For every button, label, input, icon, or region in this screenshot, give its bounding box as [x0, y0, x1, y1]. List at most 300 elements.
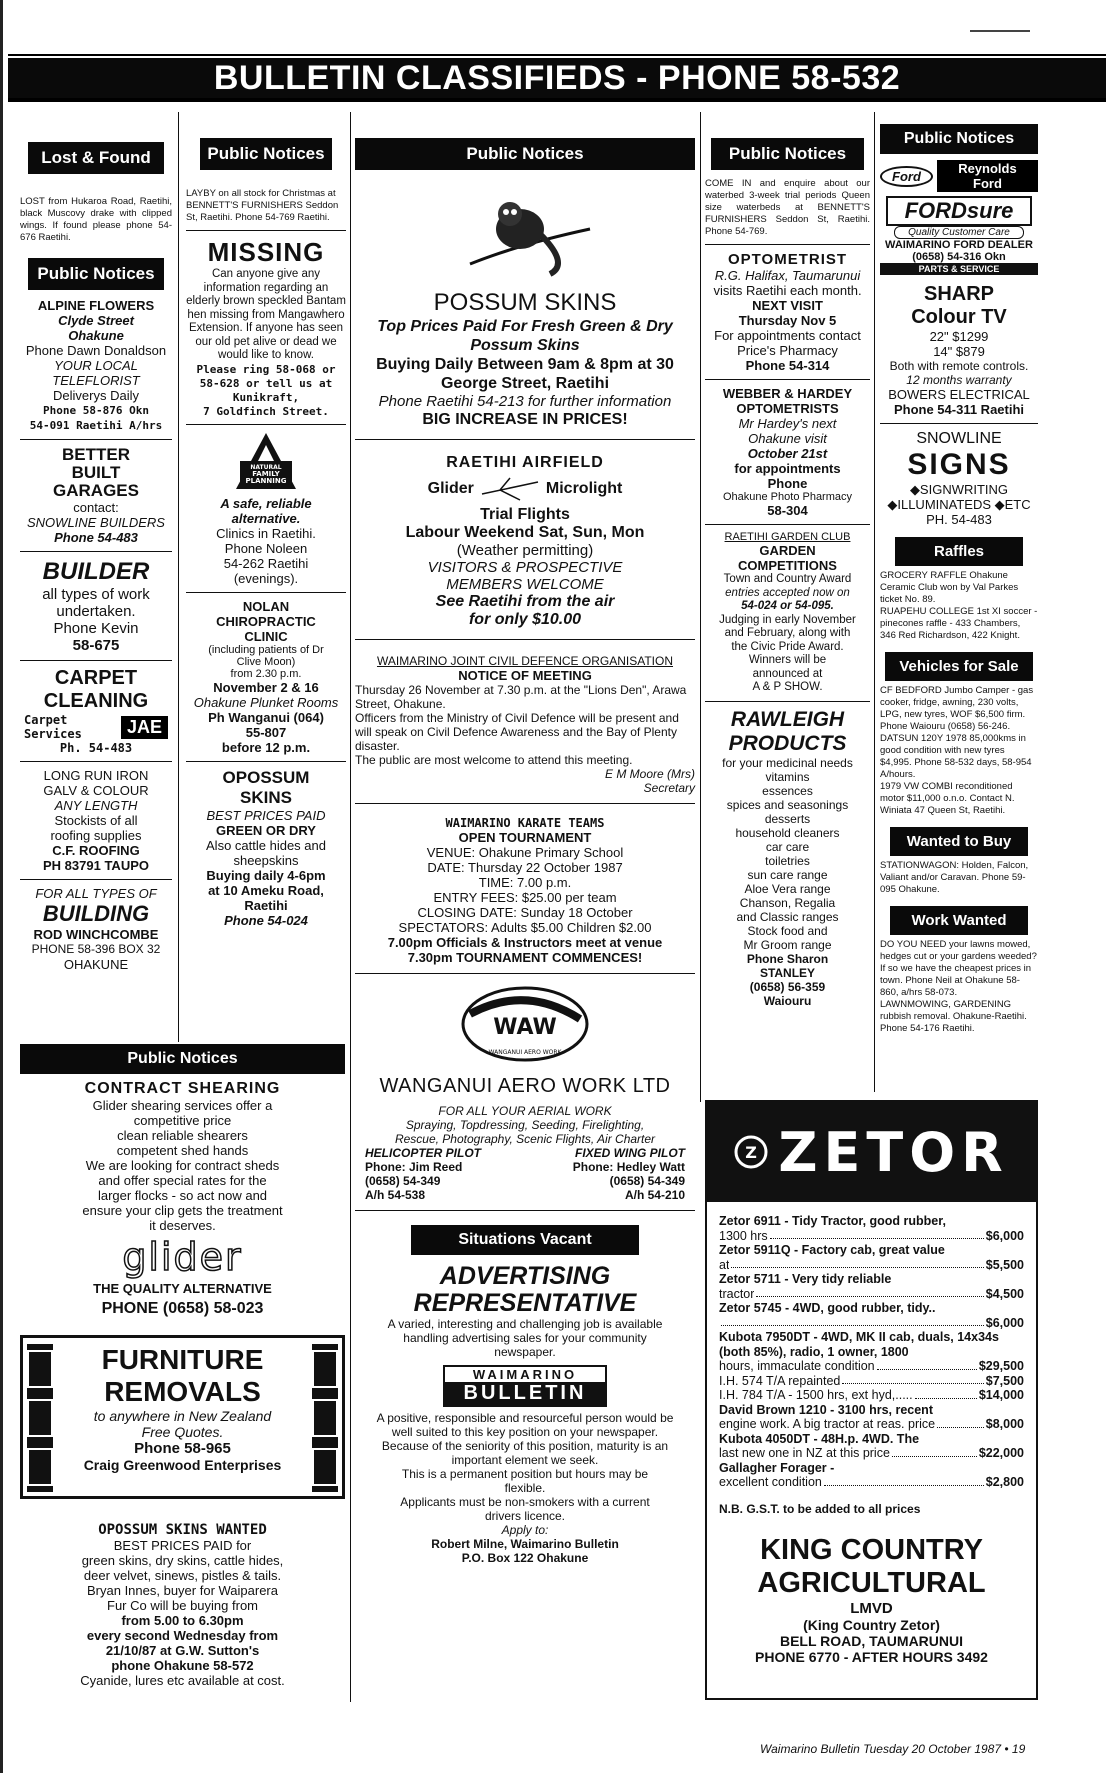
building-phone: PHONE 58-396 BOX 32	[31, 942, 161, 956]
chiro-dates: November 2 & 16	[213, 679, 319, 695]
ford-dealer-name: Reynolds Ford	[937, 160, 1038, 192]
zetor-item	[719, 1403, 1024, 1432]
zetor-item-desc: Kubota 4050DT - 48H.p. 4WD. The	[719, 1431, 920, 1446]
truck-strip-left	[27, 1344, 53, 1492]
karate-ad	[355, 816, 695, 965]
florist-title: ALPINE FLOWERS	[37, 298, 155, 313]
zetor-item	[719, 1243, 1024, 1272]
builder-line2: undertaken.	[56, 603, 136, 620]
building-town: OHAKUNE	[63, 957, 129, 972]
webber-line6: Ohakune Photo Pharmacy	[722, 491, 853, 503]
leader-dots	[731, 1258, 983, 1269]
svg-text:WAW: WAW	[493, 1015, 557, 1040]
vehicle-2: DATSUN 120Y 1978 85,000kms in good condition with new tyres $4,995. Phone 58-532 days, 58-954 A/hours.	[880, 733, 1032, 780]
opossum-title2: SKINS	[240, 787, 292, 807]
builder-title: BUILDER	[42, 558, 150, 585]
zetor-item	[719, 1301, 1024, 1330]
signs-line1: ◆SIGNWRITING	[909, 482, 1009, 497]
florist-tag1: YOUR LOCAL	[54, 358, 138, 373]
opt-line4: Thursday Nov 5	[738, 313, 837, 328]
florist-phone1: Phone 58-876 Okn	[43, 404, 149, 417]
leader-dots	[892, 1446, 977, 1457]
builder-line3: Phone Kevin	[53, 620, 139, 637]
zetor-banner	[707, 1102, 1036, 1202]
iron-line2: GALV & COLOUR	[43, 783, 149, 798]
rawleigh-line1: for your medicinal needs	[722, 755, 853, 770]
removals-ad	[20, 1335, 345, 1499]
garden-line2: COMPETITIONS	[738, 558, 837, 573]
zetor-item	[719, 1272, 1024, 1301]
raffle-2: RUAPEHU COLLEGE 1st XI soccer - pinecones raffle - 433 Chambers, 346 Red Richardson, 422 Knight.	[880, 606, 1038, 641]
leader-dots	[937, 1417, 984, 1428]
zetor-item-desc: Gallagher Forager -	[719, 1460, 835, 1475]
layby-ad: LAYBY on all stock for Christmas at BENNETT'S FURNISHERS Seddon St, Raetihi. Phone 54-769 Raetihi.	[186, 188, 339, 223]
aero-title: WANGANUI AERO WORK LTD	[379, 1075, 671, 1097]
advertising-rep-ad	[355, 1263, 695, 1565]
garden-line11: A & P SHOW.	[752, 681, 823, 693]
fordsure-logo: FORDsure	[886, 196, 1032, 226]
webber-phone: 58-304	[767, 503, 808, 518]
opt-line2: visits Raetihi each month.	[713, 283, 862, 298]
iron-phone: PH 83791 TAUPO	[43, 858, 149, 873]
garden-line9: Winners will be	[748, 654, 827, 666]
possum-line3: Phone Raetihi 54-213 for further information	[378, 393, 672, 410]
webber-title1: WEBBER & HARDEY	[722, 386, 853, 401]
zetor-item-desc2: engine work. A big tractor at reas. price	[719, 1417, 936, 1431]
florist-ad	[20, 298, 172, 433]
skins-wanted-line2: green skins, dry skins, cattle hides,	[81, 1553, 284, 1568]
family-line1: A safe, reliable	[220, 495, 312, 511]
chiro-phone2: 55-807	[245, 724, 287, 740]
rawleigh-line11: Chanson, Regalia	[739, 895, 836, 910]
carpet-title2: CLEANING	[43, 690, 149, 712]
rawleigh-line6: household cleaners	[735, 825, 840, 840]
webber-line4: for appointments	[734, 461, 841, 476]
dealer-line5: BELL ROAD, TAUMARUNUI	[779, 1633, 964, 1649]
zetor-item-desc2: 1300 hrs	[719, 1228, 768, 1243]
raffles-header: Raffles	[895, 537, 1023, 566]
family-line5: 54-262 Raetihi	[223, 555, 309, 571]
family-line4: Phone Noleen	[224, 540, 308, 556]
building-name: ROD WINCHCOMBE	[33, 927, 159, 942]
skins-wanted-line5: Fur Co will be buying from	[107, 1598, 258, 1613]
public-notices-header-3: Public Notices	[355, 138, 695, 170]
civil-signature: E M Moore (Mrs)	[605, 767, 695, 781]
rawleigh-title1: RAWLEIGH	[730, 707, 845, 731]
garden-line6: Judging in early November	[719, 613, 856, 626]
zetor-item-desc2: last new one in NZ at this price	[719, 1446, 890, 1460]
zetor-item	[719, 1388, 1024, 1403]
shearing-line3: clean reliable shearers	[117, 1128, 248, 1143]
iron-line5: roofing supplies	[50, 828, 142, 843]
zetor-gst: N.B. G.S.T. to be added to all prices	[719, 1501, 921, 1516]
glider-logo: glider	[122, 1235, 243, 1279]
opt-line6: Price's Pharmacy	[737, 343, 838, 358]
leader-dots	[824, 1475, 984, 1486]
zetor-list	[707, 1202, 1036, 1516]
zetor-logo-icon	[734, 1135, 768, 1169]
garages-contact: contact:	[73, 500, 119, 515]
sharp-subtitle: Colour TV	[911, 306, 1007, 328]
carpet-ad	[20, 667, 172, 755]
sharp-line2: 12 months warranty	[906, 373, 1012, 387]
rawleigh-line2: vitamins	[765, 769, 810, 784]
airfield-line1: Trial Flights	[480, 506, 570, 523]
possum-title: POSSUM SKINS	[433, 289, 617, 316]
zetor-item-desc2: tractor	[719, 1286, 755, 1301]
zetor-item-desc: Zetor 6911 - Tidy Tractor, good rubber,	[719, 1214, 946, 1228]
florist-town: Ohakune	[68, 328, 124, 343]
column-4	[705, 138, 870, 1008]
rawleigh-line3: essences	[762, 783, 813, 798]
sharp-price2: 14" $879	[933, 344, 985, 359]
work-ad-1: DO YOU NEED your lawns mowed, hedges cut or your gardens weeded? If so we have the cheapest prices in town. Phone Neil at Ohakune 58-860, a/hrs 58-073.	[880, 939, 1037, 998]
dealer-line4: (King Country Zetor)	[803, 1617, 940, 1633]
garages-phone: Phone 54-483	[54, 530, 138, 545]
civil-line2: Officers from the Ministry of Civil Defence will be present and will speak on Civil Defence Awareness and the Bay of Plenty disaster.	[355, 711, 679, 753]
zetor-item-desc: Zetor 5911Q - Factory cab, great value	[719, 1243, 945, 1257]
family-line3: Clinics in Raetihi.	[216, 525, 316, 541]
advert-contact: Robert Milne, Waimarino Bulletin	[431, 1537, 619, 1551]
signs-title1: SNOWLINE	[916, 430, 1002, 447]
shearing-section	[20, 1044, 345, 1318]
leader-dots	[915, 1388, 977, 1399]
builder-phone: 58-675	[72, 637, 120, 654]
garden-club-ad	[705, 531, 870, 695]
family-planning-logo-icon	[234, 431, 298, 491]
builder-ad	[20, 558, 172, 654]
zetor-item-price: $29,500	[978, 1359, 1024, 1373]
civil-org: WAIMARINO JOINT CIVIL DEFENCE ORGANISATION	[376, 654, 674, 668]
svg-text:WANGANUI AERO WORK: WANGANUI AERO WORK	[488, 1049, 562, 1056]
public-notices-header-2: Public Notices	[200, 138, 332, 170]
removals-line2: Free Quotes.	[141, 1424, 224, 1440]
truck-icon	[312, 1448, 338, 1486]
florist-delivery: Deliverys Daily	[53, 388, 139, 403]
zetor-item-price: $4,500	[985, 1286, 1024, 1301]
family-line6: (evenings).	[233, 570, 299, 586]
carpet-phone: Ph. 54-483	[59, 741, 133, 755]
aero-heli-ah: A/h 54-538	[365, 1188, 426, 1202]
svg-text:FAMILY: FAMILY	[252, 469, 280, 478]
opossum-line2: GREEN OR DRY	[216, 822, 316, 838]
airfield-line6: See Raetihi from the air	[435, 593, 615, 610]
garden-line1: GARDEN	[759, 543, 816, 558]
shearing-line8: ensure your clip gets the treatment	[82, 1203, 283, 1218]
truck-icon	[312, 1399, 338, 1437]
aero-line3: Rescue, Photography, Scenic Flights, Air Charter	[394, 1132, 656, 1146]
lost-found-header: Lost & Found	[28, 142, 164, 174]
zetor-item	[719, 1330, 1024, 1374]
rawleigh-line9: sun care range	[747, 867, 828, 882]
webber-line1: Mr Hardey's next	[738, 416, 837, 431]
signs-ad	[880, 430, 1038, 527]
divider	[874, 112, 875, 1092]
dealer-line2: AGRICULTURAL	[757, 1567, 986, 1599]
divider	[700, 112, 701, 1102]
florist-phone2: 54-091 Raetihi A/hrs	[29, 419, 163, 432]
webber-line2: Ohakune visit	[748, 431, 827, 446]
garden-line7: and February, along with	[724, 627, 851, 639]
zetor-item-price: $14,000	[978, 1388, 1024, 1402]
aero-heli-contact: Phone: Jim Reed	[365, 1160, 463, 1174]
skins-wanted-title: OPOSSUM SKINS WANTED	[98, 1522, 267, 1538]
rawleigh-line8: toiletries	[765, 853, 810, 868]
airfield-ad	[355, 454, 695, 629]
iron-ad	[20, 768, 172, 873]
zetor-ad	[705, 1100, 1038, 1700]
skins-wanted-line10: Cyanide, lures etc available at cost.	[80, 1673, 285, 1688]
zetor-item-desc: David Brown 1210 - 3100 hrs, recent	[719, 1402, 933, 1417]
signs-line2: ◆ILLUMINATEDS ◆ETC	[887, 497, 1031, 512]
iron-line3: ANY LENGTH	[54, 798, 138, 813]
possum-illustration-icon	[450, 174, 600, 284]
karate-line1: OPEN TOURNAMENT	[458, 830, 592, 845]
advert-line4: This is a permanent position but hours may be flexible.	[401, 1467, 649, 1495]
wanted-header: Wanted to Buy	[890, 827, 1028, 856]
building-ad	[20, 886, 172, 972]
karate-line7: SPECTATORS: Adults $5.00 Children $2.00	[398, 920, 652, 935]
divider	[178, 112, 179, 1042]
dealer-line3: LMVD	[850, 1600, 893, 1617]
sharp-phone: Phone 54-311 Raetihi	[893, 402, 1025, 417]
airfield-line2: Labour Weekend Sat, Sun, Mon	[405, 524, 645, 541]
webber-line5: Phone	[767, 476, 808, 491]
raffle-1: GROCERY RAFFLE Ohakune Ceramic Club won by Val Parkes ticket No. 89.	[880, 570, 1019, 605]
chiropractic-ad	[186, 599, 346, 755]
jae-logo: JAE	[121, 716, 168, 739]
vehicles-header: Vehicles for Sale	[885, 652, 1033, 681]
situations-vacant-header: Situations Vacant	[411, 1225, 639, 1255]
garden-line10: announced at	[752, 667, 823, 680]
carpet-sub1: Carpet	[24, 713, 68, 727]
shearing-line1: Glider shearing services offer a	[92, 1098, 273, 1113]
zetor-item	[719, 1461, 1024, 1490]
opossum-skins-ad	[186, 768, 346, 928]
advert-line1: A varied, interesting and challenging job is available handling advertising sales for your community newspaper.	[387, 1317, 663, 1359]
zetor-dealer	[707, 1534, 1036, 1665]
advert-title2: REPRESENTATIVE	[413, 1289, 637, 1317]
svg-text:PLANNING: PLANNING	[245, 476, 287, 485]
advert-title1: ADVERTISING	[439, 1262, 611, 1290]
airfield-line7: for only $10.00	[468, 611, 582, 628]
shearing-line9: it deserves.	[149, 1218, 216, 1233]
opt-title: OPTOMETRIST	[727, 251, 848, 268]
missing-ad	[186, 237, 346, 418]
removals-company: Craig Greenwood Enterprises	[83, 1457, 282, 1473]
opt-phone: Phone 54-314	[745, 358, 830, 373]
aero-fixed-ah: A/h 54-210	[624, 1188, 685, 1202]
chiro-line6: from 2.30 p.m.	[230, 667, 302, 680]
opossum-phone: Phone 54-024	[224, 912, 308, 928]
advert-address: P.O. Box 122 Ohakune	[461, 1551, 589, 1565]
vehicle-3: 1979 VW COMBI reconditioned motor $11,000 o.n.o. Contact N. Winiata 47 Queen St, Raetihi.	[880, 781, 1015, 816]
zetor-brand: ZETOR	[778, 1120, 1009, 1184]
ford-logo-icon: Ford	[880, 166, 933, 187]
chiro-line2: CHIROPRACTIC	[216, 613, 316, 629]
shearing-header: Public Notices	[20, 1044, 345, 1074]
family-line2: alternative.	[231, 510, 301, 526]
zetor-item-desc: Zetor 5711 - Very tidy reliable	[719, 1272, 892, 1286]
webber-hardey-ad	[705, 386, 870, 518]
garages-line3: GARAGES	[53, 481, 139, 500]
column-3	[355, 138, 695, 1565]
shearing-tag: THE QUALITY ALTERNATIVE	[93, 1281, 272, 1296]
ford-tagline: Quality Customer Care	[894, 226, 1024, 239]
webber-line3: October 21st	[747, 446, 828, 461]
skins-wanted-line8: 21/10/87 at G.W. Sutton's	[105, 1643, 260, 1658]
removals-title1: FURNITURE	[101, 1344, 264, 1375]
work-wanted-header: Work Wanted	[890, 906, 1028, 935]
zetor-item-desc2: hours, immaculate condition	[719, 1359, 875, 1373]
airfield-line4: VISITORS & PROSPECTIVE	[427, 559, 623, 576]
iron-line1: LONG RUN IRON	[43, 768, 149, 783]
page-footer: Waimarino Bulletin Tuesday 20 October 1987 • 19	[760, 1742, 1026, 1756]
truck-strip-right	[312, 1344, 338, 1492]
skins-wanted-line1: BEST PRICES PAID for	[113, 1538, 252, 1553]
aero-heli-phone: (0658) 54-349	[365, 1174, 441, 1188]
shearing-line2: competitive price	[133, 1113, 232, 1128]
chiro-venue: Ohakune Plunket Rooms	[193, 694, 339, 710]
family-planning-ad	[186, 431, 346, 586]
masthead: BULLETIN CLASSIFIEDS - PHONE 58-532	[8, 58, 1106, 102]
aero-fixed-phone: (0658) 54-349	[609, 1174, 685, 1188]
opossum-line4: sheepskins	[233, 852, 299, 868]
garages-company: SNOWLINE BUILDERS	[27, 515, 165, 530]
work-ad-2: LAWNMOWING, GARDENING rubbish removal. Ohakune-Raetihi. Phone 54-176 Raetihi.	[880, 999, 1027, 1034]
rawleigh-line4: spices and seasonings	[726, 797, 849, 812]
zetor-item-desc2: I.H. 784 T/A - 1500 hrs, ext hyd,.....	[719, 1388, 913, 1402]
possum-line1: Top Prices Paid For Fresh Green & Dry Possum Skins	[377, 318, 673, 354]
zetor-item-price: $5,500	[985, 1257, 1024, 1272]
zetor-item-price: $7,500	[985, 1373, 1024, 1388]
civil-line1: Thursday 26 November at 7.30 p.m. at the "Lions Den", Arawa Street, Ohakune.	[355, 683, 687, 711]
ford-line1: WAIMARINO FORD DEALER	[885, 239, 1033, 251]
garages-line2: BUILT	[71, 463, 121, 482]
opt-line1: R.G. Halifax, Taumarunui	[714, 268, 861, 283]
karate-line2: VENUE: Ohakune Primary School	[426, 845, 624, 860]
bulletin-label: BULLETIN	[445, 1382, 605, 1405]
public-notices-header-4: Public Notices	[711, 138, 864, 170]
shearing-line5: We are looking for contract sheds	[85, 1158, 280, 1173]
advert-line5: Applicants must be non-smokers with a current drivers licence.	[400, 1495, 650, 1523]
civil-line3: The public are most welcome to attend this meeting.	[355, 753, 633, 767]
dealer-line6: PHONE 6770 - AFTER HOURS 3492	[755, 1649, 988, 1665]
wanted-ad: STATIONWAGON: Holden, Falcon, Valiant and/or Caravan. Phone 59-095 Ohakune.	[880, 860, 1029, 895]
svg-text:Z: Z	[745, 1143, 758, 1162]
opt-line3: NEXT VISIT	[752, 298, 823, 313]
svg-text:NATURAL: NATURAL	[250, 463, 282, 471]
zetor-item-price: $6,000	[985, 1315, 1024, 1330]
opossum-line1: BEST PRICES PAID	[206, 807, 326, 823]
shearing-phone: PHONE (0658) 58-023	[101, 1300, 264, 1317]
garages-line1: BETTER	[62, 445, 130, 464]
carpet-title1: CARPET	[54, 667, 138, 689]
skins-wanted-line3: deer velvet, sinews, pistles & tails.	[83, 1568, 282, 1583]
skins-wanted-line6: from 5.00 to 6.30pm	[121, 1613, 244, 1628]
airfield-title: RAETIHI AIRFIELD	[446, 454, 604, 471]
sharp-price1: 22" $1299	[929, 329, 989, 344]
possum-skins-ad	[355, 170, 695, 429]
webber-title2: OPTOMETRISTS	[736, 401, 839, 416]
truck-icon	[27, 1399, 53, 1437]
vehicle-1: CF BEDFORD Jumbo Camper - gas cooker, fridge, awning, 230 volts, LPG, new tyres, WOF $6,500 firm. Phone Waiouru (0658) 56-246.	[880, 685, 1034, 732]
glider-label: Glider	[427, 480, 474, 497]
aero-work-ad	[355, 984, 695, 1202]
truck-icon	[27, 1350, 53, 1388]
lost-found-ad: LOST from Hukaroa Road, Raetihi, black Muscovy drake with clipped wings. If found please phone 54-676 Raetihi.	[20, 196, 172, 243]
karate-title: WAIMARINO KARATE TEAMS	[445, 816, 605, 830]
garden-line5: 54-024 or 54-095.	[741, 600, 834, 612]
ford-parts: PARTS & SERVICE	[880, 263, 1038, 275]
rawleigh-line10: Aloe Vera range	[744, 881, 831, 896]
removals-title2: REMOVALS	[104, 1376, 261, 1407]
page-edge	[0, 0, 3, 1773]
leader-dots	[721, 1316, 984, 1327]
missing-title: MISSING	[207, 237, 325, 267]
column-5	[880, 124, 1038, 1035]
rawleigh-line7: car care	[765, 839, 810, 854]
aero-fixed-label: FIXED WING PILOT	[575, 1146, 685, 1160]
iron-line4: Stockists of all	[54, 813, 138, 828]
zetor-item	[719, 1374, 1024, 1389]
garden-line3: Town and Country Award	[723, 573, 852, 585]
florist-contact: Phone Dawn Donaldson	[25, 343, 167, 358]
opossum-line3: Also cattle hides and	[206, 837, 326, 853]
public-notices-header-5: Public Notices	[880, 124, 1038, 154]
shearing-title: CONTRACT SHEARING	[84, 1080, 281, 1097]
zetor-item	[719, 1214, 1024, 1243]
signs-phone: PH. 54-483	[926, 512, 992, 527]
sharp-company: BOWERS ELECTRICAL	[888, 387, 1030, 402]
truck-icon	[312, 1350, 338, 1388]
aero-line2: Spraying, Topdressing, Seeding, Firelighting,	[405, 1118, 645, 1132]
karate-line8: 7.00pm Officials & Instructors meet at venue	[387, 935, 663, 950]
sharp-line1: Both with remote controls.	[889, 359, 1029, 373]
leader-dots	[756, 1287, 983, 1298]
missing-text: Can anyone give any information regarding an elderly brown speckled Bantam hen missing from Mangawhero Extension. If anyone has seen our old pet alive or dead we would like to know.	[186, 268, 346, 361]
removals-phone: Phone 58-965	[134, 1440, 231, 1457]
sharp-title: SHARP	[923, 283, 994, 305]
florist-tag2: TELEFLORIST	[52, 373, 140, 388]
masthead-rule	[8, 54, 1106, 56]
zetor-item	[719, 1432, 1024, 1461]
skins-wanted-line4: Bryan Innes, buyer for Waiparera	[87, 1583, 278, 1598]
civil-title: NOTICE OF MEETING	[458, 668, 592, 683]
top-rule	[970, 30, 1030, 32]
waterbed-ad: COME IN and enquire about our waterbed 3-week trial periods Queen size waterbeds at BENNETT'S FURNISHERS Seddon St, Raetihi. Phone 54-769.	[705, 178, 870, 237]
advert-line2: A positive, responsible and resourceful person would be well suited to this key position on your newspaper.	[376, 1411, 674, 1439]
leader-dots	[877, 1359, 977, 1370]
opossum-line7: Raetihi	[244, 897, 288, 913]
garden-title: RAETIHI GARDEN CLUB	[724, 531, 851, 543]
karate-line3: DATE: Thursday 22 October 1987	[427, 860, 623, 875]
rawleigh-line18: Waiouru	[763, 993, 812, 1008]
column-2	[186, 138, 346, 928]
opossum-line5: Buying daily 4-6pm	[206, 867, 326, 883]
aero-heli-label: HELICOPTER PILOT	[365, 1146, 482, 1160]
opossum-title1: OPOSSUM	[222, 767, 310, 787]
leader-dots	[842, 1374, 983, 1385]
column-1	[20, 142, 172, 972]
garden-line8: the Civic Pride Award.	[731, 640, 844, 653]
chiro-line4: (including patients of Dr	[208, 643, 324, 656]
opossum-line6: at 10 Ameku Road,	[208, 882, 324, 898]
rawleigh-line15: Phone Sharon	[746, 951, 829, 966]
truck-icon	[27, 1448, 53, 1486]
waw-logo-icon	[460, 984, 590, 1064]
shearing-line7: larger flocks - so act now and	[97, 1188, 268, 1203]
